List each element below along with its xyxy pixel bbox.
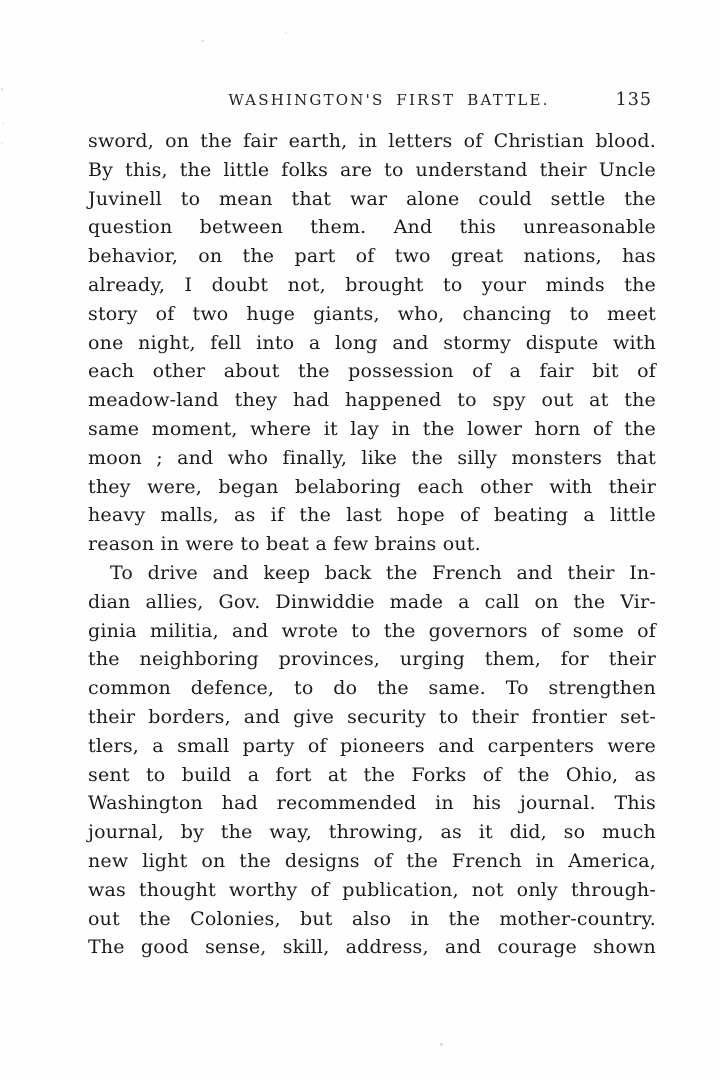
- text-line: story of two huge giants, who, chancing to meet: [88, 302, 656, 325]
- text-line: new light on the designs of the French in America,: [88, 849, 656, 872]
- text-line: question between them. And this unreasonable: [88, 216, 656, 239]
- text-line: By this, the little folks are to understand their Uncle: [88, 158, 656, 181]
- text-line: dian allies, Gov. Dinwiddie made a call on the Vir-: [88, 590, 656, 613]
- scan-speck: [285, 32, 287, 34]
- text-line: same moment, where it lay in the lower horn of the: [88, 417, 656, 440]
- page-header-title: WASHINGTON'S FIRST BATTLE.: [228, 91, 550, 109]
- text-line: sent to build a fort at the Forks of the Ohio, as: [88, 763, 656, 786]
- text-line: out the Colonies, but also in the mother-country.: [88, 907, 656, 930]
- scan-speck: [1, 142, 3, 144]
- text-line: tlers, a small party of pioneers and carpenters were: [88, 734, 656, 757]
- page-number: 135: [615, 90, 652, 110]
- text-line: The good sense, skill, address, and courage shown: [88, 936, 656, 959]
- text-line: reason in were to beat a few brains out.: [88, 533, 481, 556]
- page-body: [88, 127, 656, 962]
- text-line: moon ; and who finally, like the silly monsters that: [88, 446, 656, 469]
- text-line: their borders, and give security to their frontier set-: [88, 705, 656, 728]
- text-line: already, I doubt not, brought to your minds the: [88, 273, 656, 296]
- running-head: [88, 91, 656, 113]
- text-line: common defence, to do the same. To strengthen: [88, 677, 656, 700]
- scan-speck: [440, 1043, 443, 1046]
- text-line: heavy malls, as if the last hope of beating a little: [88, 504, 656, 527]
- text-line: ginia militia, and wrote to the governors of some of: [88, 619, 656, 642]
- text-line: Juvinell to mean that war alone could settle the: [88, 187, 656, 210]
- scan-speck: [201, 40, 204, 42]
- text-line: behavior, on the part of two great nations, has: [88, 245, 656, 268]
- text-line: To drive and keep back the French and their In-: [110, 561, 656, 584]
- text-line: Washington had recommended in his journal. This: [88, 792, 656, 815]
- text-line: one night, fell into a long and stormy dispute with: [88, 331, 656, 354]
- scan-speck: [2, 122, 4, 124]
- text-line: each other about the possession of a fair bit of: [88, 360, 656, 383]
- text-line: the neighboring provinces, urging them, for their: [88, 648, 656, 671]
- text-line: journal, by the way, throwing, as it did, so much: [88, 821, 656, 844]
- text-line: was thought worthy of publication, not only through-: [88, 878, 656, 901]
- text-line: meadow-land they had happened to spy out at the: [88, 389, 656, 412]
- text-line: they were, began belaboring each other with their: [88, 475, 656, 498]
- text-line: sword, on the fair earth, in letters of Christian blood.: [88, 130, 656, 152]
- scan-speck: [1, 88, 3, 91]
